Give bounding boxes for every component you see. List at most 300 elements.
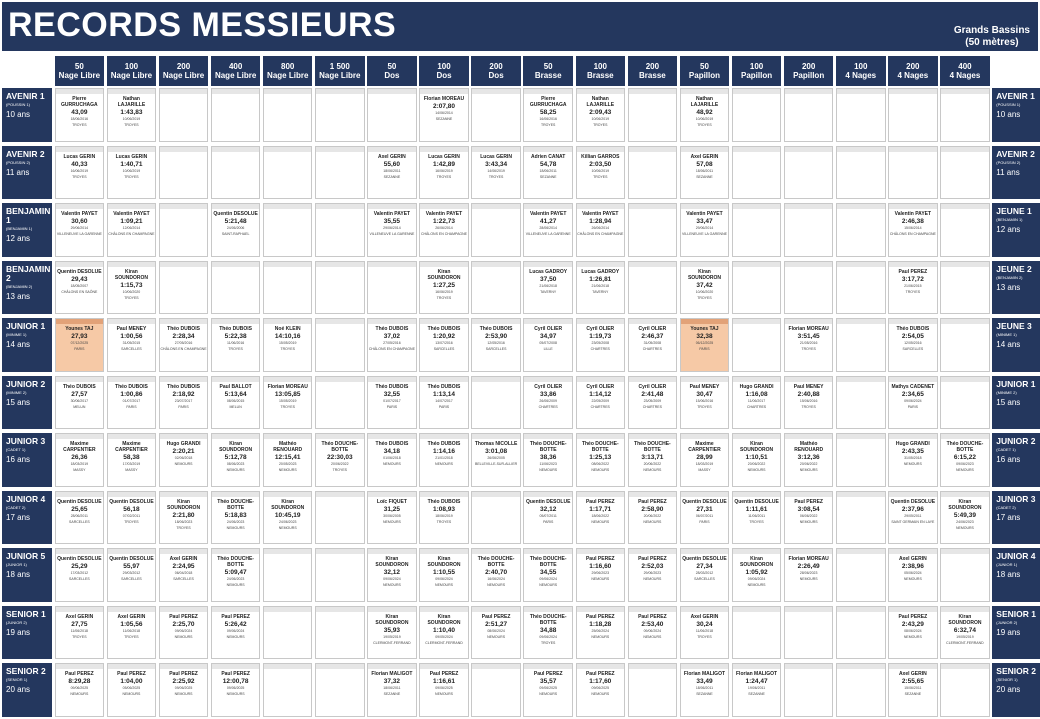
record-place: TROYES xyxy=(749,519,764,524)
event-stroke: Nage Libre xyxy=(214,71,257,80)
swimmer-name: Kiran SOUNDORON xyxy=(167,498,201,511)
cell-tag-strip xyxy=(889,204,937,209)
record-time: 28,99 xyxy=(696,454,713,461)
record-time: 26,36 xyxy=(71,454,88,461)
record-place: TROYES xyxy=(280,347,295,351)
swimmer-name: Lucas GADROY xyxy=(581,268,620,275)
record-time: 6:15,22 xyxy=(953,454,976,461)
cell-tag-strip xyxy=(889,377,937,382)
category-name: SENIOR 1 xyxy=(6,608,46,619)
record-cell xyxy=(107,548,157,602)
cell-tag-strip xyxy=(524,664,572,669)
record-place: NEMOURS xyxy=(382,519,401,524)
record-cell xyxy=(784,146,834,200)
record-cell xyxy=(628,548,678,602)
record-cell xyxy=(107,663,157,717)
record-cell xyxy=(836,318,886,372)
record-cell xyxy=(367,88,417,142)
record-date: 29/05/2011 xyxy=(904,513,922,518)
record-cell xyxy=(367,433,417,487)
record-place: PARIS xyxy=(74,347,85,351)
cell-tag-strip xyxy=(212,204,260,209)
cell-tag-strip xyxy=(837,147,885,152)
record-cell xyxy=(211,376,261,430)
record-cell xyxy=(263,663,313,717)
record-cell xyxy=(732,261,782,315)
record-cell xyxy=(576,433,626,487)
swimmer-name: Quentin DESOLUE xyxy=(57,498,102,505)
cell-tag-strip xyxy=(420,434,468,439)
event-distance: 50 xyxy=(74,62,84,71)
record-time: 37,42 xyxy=(696,281,713,289)
record-cell xyxy=(367,203,417,257)
category-label-left xyxy=(2,203,52,257)
swimmer-name: Killian GARROS xyxy=(581,153,620,160)
page-title: RECORDS MESSIEURS xyxy=(8,6,397,44)
record-date: 08/06/2024 xyxy=(487,628,505,633)
cell-tag-strip xyxy=(785,147,833,152)
record-date: 06/04/2018 xyxy=(174,571,193,575)
cell-tag-strip xyxy=(629,377,677,382)
record-place: SARCELLES xyxy=(694,577,715,581)
cell-tag-strip xyxy=(889,664,937,669)
cell-tag-strip xyxy=(212,89,260,94)
record-cell xyxy=(940,491,990,545)
record-cell xyxy=(419,663,469,717)
event-distance: 100 xyxy=(749,62,764,71)
record-cell xyxy=(211,433,261,487)
record-cell xyxy=(471,146,521,200)
record-date: 24/06/2006 xyxy=(226,226,245,230)
record-place: SARCELLES xyxy=(433,347,455,351)
swimmer-name: Nathan LAJARILLE xyxy=(117,96,146,108)
event-stroke: Nage Libre xyxy=(58,71,101,80)
cell-tag-strip xyxy=(264,607,312,612)
record-cell xyxy=(732,376,782,430)
cell-tag-strip xyxy=(785,204,833,209)
record-cell xyxy=(471,663,521,717)
record-cell xyxy=(315,203,365,257)
swimmer-name: Théo DUBOIS xyxy=(427,326,461,332)
swimmer-name: Théo DUBOIS xyxy=(375,383,409,390)
record-place: TROYES xyxy=(124,174,139,179)
swimmer-name: Quentin DESOLUE xyxy=(213,211,258,217)
cell-tag-strip xyxy=(316,607,364,612)
record-place: TROYES xyxy=(176,525,191,530)
record-place: MASSY xyxy=(125,468,138,472)
record-time: 27,34 xyxy=(696,563,713,570)
cell-tag-strip xyxy=(56,262,104,267)
record-place: NEMOURS xyxy=(591,519,610,524)
record-time: 3:43,34 xyxy=(485,160,508,168)
record-cell xyxy=(315,548,365,602)
category-age: 15 ans xyxy=(6,397,31,407)
record-date: 11/06/2018 xyxy=(695,628,714,633)
swimmer-name: Kiran SOUNDORON xyxy=(740,556,774,568)
event-distance: 200 xyxy=(906,62,920,71)
record-time: 2:53,40 xyxy=(641,620,664,628)
record-cell xyxy=(732,548,782,602)
record-date: 09/06/2024 xyxy=(435,577,453,581)
record-time: 1:27,25 xyxy=(432,281,456,289)
category-name: BENJAMIN 2 xyxy=(6,263,51,283)
record-place: VILLENEUVE LA GARENNE xyxy=(369,232,415,236)
record-date: 10/06/2020 xyxy=(122,289,141,294)
event-stroke: Nage Libre xyxy=(110,71,153,80)
record-time: 2:20,21 xyxy=(172,448,195,455)
cell-tag-strip xyxy=(160,607,208,612)
record-time: 32,12 xyxy=(540,505,557,513)
cell-tag-strip xyxy=(733,262,781,267)
record-cell xyxy=(471,203,521,257)
pool-length: (50 mètres) xyxy=(965,37,1019,48)
record-cell xyxy=(732,203,782,257)
record-cell xyxy=(419,146,469,200)
cell-tag-strip xyxy=(108,549,156,554)
category-name: AVENIR 2 xyxy=(996,148,1035,159)
record-cell xyxy=(576,88,626,142)
swimmer-name: Valentin PAYET xyxy=(113,211,150,217)
category-subname: (JUNIOR 2) xyxy=(996,619,1018,625)
cell-tag-strip xyxy=(733,377,781,382)
cell-tag-strip xyxy=(785,549,833,554)
record-date: 22/05/2009 xyxy=(591,398,610,403)
cell-tag-strip xyxy=(889,549,937,554)
cell-tag-strip xyxy=(681,607,729,612)
record-time: 34,18 xyxy=(383,448,401,455)
swimmer-name: Thomas NICOLLE xyxy=(474,441,518,447)
swimmer-name: Maxime CARPENTIER xyxy=(688,441,721,453)
cell-tag-strip xyxy=(56,664,104,669)
record-time: 33,86 xyxy=(540,390,557,398)
record-place: NEMOURS xyxy=(591,468,610,472)
record-date: 20/06/2022 xyxy=(643,462,662,466)
record-date: 19/05/2019 xyxy=(383,634,401,639)
category-subname: (JUNIOR 1) xyxy=(6,562,27,567)
event-stroke: Papillon xyxy=(741,71,773,80)
record-date: 18/06/2011 xyxy=(383,686,401,690)
record-time: 2:38,96 xyxy=(901,563,924,570)
cell-tag-strip xyxy=(577,147,625,152)
event-stroke: Brasse xyxy=(639,71,666,80)
cell-tag-strip xyxy=(837,262,885,267)
record-date: 01/07/2017 xyxy=(122,398,141,403)
cell-tag-strip xyxy=(889,607,937,612)
record-place: MASSY xyxy=(698,468,711,472)
record-place: CHARTRES xyxy=(538,404,558,409)
cell-tag-strip xyxy=(108,89,156,94)
swimmer-name: Paul PEREZ xyxy=(898,613,928,620)
record-date: 16/06/2016 xyxy=(539,117,557,121)
record-cell xyxy=(680,203,730,257)
record-date: 16/06/2019 xyxy=(435,289,453,294)
cell-tag-strip xyxy=(108,492,156,497)
cell-tag-strip xyxy=(212,319,260,324)
record-time: 1:10,55 xyxy=(432,569,456,576)
record-date: 09/06/2024 xyxy=(904,398,922,403)
record-cell xyxy=(211,663,261,717)
record-date: 29/06/2014 xyxy=(695,226,714,230)
record-cell xyxy=(940,146,990,200)
record-cell xyxy=(732,146,782,200)
swimmer-name: Paul MENEY xyxy=(793,383,824,390)
record-cell xyxy=(263,146,313,200)
record-place: NEMOURS xyxy=(643,468,662,472)
record-cell xyxy=(159,261,209,315)
cell-tag-strip xyxy=(160,147,208,152)
record-place: NEMOURS xyxy=(591,577,610,581)
category-subname: (JUNIOR 2) xyxy=(6,619,27,625)
swimmer-name: Théo DUBOIS xyxy=(427,383,461,390)
record-date: 14/07/2017 xyxy=(435,398,453,403)
cell-tag-strip xyxy=(837,377,885,382)
record-date: 18/06/2023 xyxy=(174,519,193,524)
cell-tag-strip xyxy=(577,492,625,497)
record-time: 37,50 xyxy=(540,275,557,283)
cell-tag-strip xyxy=(733,147,781,152)
record-time: 54,78 xyxy=(540,160,557,168)
event-stroke: Papillon xyxy=(688,71,721,80)
record-place: SAINT GERMAIN EN LAYE xyxy=(891,519,935,524)
record-date: 20/05/2023 xyxy=(278,462,297,466)
category-age: 10 ans xyxy=(6,110,31,119)
record-cell xyxy=(107,261,157,315)
record-time: 2:09,43 xyxy=(589,109,612,116)
record-time: 37,32 xyxy=(383,678,401,685)
record-cell xyxy=(263,376,313,430)
swimmer-name: Théo DUBOIS xyxy=(427,498,461,505)
cell-tag-strip xyxy=(941,434,989,439)
record-cell xyxy=(419,203,469,257)
event-stroke: Papillon xyxy=(793,71,825,80)
record-time: 5:21,48 xyxy=(224,218,247,225)
category-name: SENIOR 1 xyxy=(996,608,1036,619)
swimmer-name: Théo DOUCHE-BOTTE xyxy=(529,613,567,626)
category-name: JUNIOR 3 xyxy=(6,436,46,446)
cell-tag-strip xyxy=(160,549,208,554)
cell-tag-strip xyxy=(785,434,833,439)
record-cell xyxy=(159,491,209,545)
record-time: 3:08,54 xyxy=(797,505,820,513)
swimmer-name: Théo DUBOIS xyxy=(427,441,461,447)
record-place: NEMOURS xyxy=(174,462,193,466)
swimmer-name: Paul PEREZ xyxy=(221,671,250,677)
cell-tag-strip xyxy=(629,147,677,152)
record-date: 09/06/2023 xyxy=(956,462,974,466)
record-cell xyxy=(471,433,521,487)
record-cell xyxy=(315,491,365,545)
record-time: 6:32,74 xyxy=(953,626,976,634)
cell-tag-strip xyxy=(420,377,468,382)
swimmer-name: Hugo GRANDI xyxy=(166,441,201,447)
record-cell xyxy=(523,491,573,545)
event-distance: 100 xyxy=(854,62,868,71)
record-cell xyxy=(471,491,521,545)
record-date: 09/06/2025 xyxy=(435,686,453,690)
record-cell xyxy=(628,203,678,257)
record-place: TROYES xyxy=(905,289,921,294)
cell-tag-strip xyxy=(56,434,104,439)
swimmer-name: Axel GERIN xyxy=(169,556,198,562)
record-cell xyxy=(680,88,730,142)
category-age: 12 ans xyxy=(996,225,1021,234)
cell-tag-strip xyxy=(108,319,156,324)
swimmer-name: Quentin DESOLUE xyxy=(525,498,571,505)
category-label-right xyxy=(992,606,1040,660)
category-subname: (POUSSIN 2) xyxy=(6,159,31,165)
swimmer-name: Paul BALLOT xyxy=(219,383,252,390)
record-place: SARCELLES xyxy=(173,577,194,581)
swimmer-name: Théo DOUCHE-BOTTE xyxy=(581,441,619,453)
record-time: 32,12 xyxy=(383,569,401,576)
cell-tag-strip xyxy=(524,147,572,152)
cell-tag-strip xyxy=(368,549,416,554)
record-place: NEMOURS xyxy=(539,692,558,696)
swimmer-name: Cyril OLIER xyxy=(638,383,667,390)
record-place: CLERMONT-FERRAND xyxy=(373,640,411,645)
record-place: TROYES xyxy=(540,640,556,645)
record-cell xyxy=(784,261,834,315)
cell-tag-strip xyxy=(108,377,156,382)
record-date: 06/07/2011 xyxy=(695,513,714,518)
record-cell xyxy=(732,491,782,545)
event-distance: 1 500 xyxy=(329,62,350,71)
record-time: 3:12,36 xyxy=(797,454,820,461)
event-distance: 100 xyxy=(593,62,607,71)
cell-tag-strip xyxy=(785,492,833,497)
cell-tag-strip xyxy=(420,204,468,209)
cell-tag-strip xyxy=(160,319,208,324)
record-cell xyxy=(211,548,261,602)
record-time: 3:13,71 xyxy=(641,454,664,461)
record-cell xyxy=(888,318,938,372)
record-cell xyxy=(315,606,365,660)
cell-tag-strip xyxy=(941,607,989,612)
swimmer-name: Cyril OLIER xyxy=(534,383,563,390)
record-date: 09/06/2024 xyxy=(747,577,766,581)
pool-label: Grands Bassins xyxy=(953,25,1030,36)
swimmer-name: Axel GERIN xyxy=(690,613,719,620)
swimmer-name: Axel GERIN xyxy=(117,613,146,620)
record-cell xyxy=(419,491,469,545)
record-date: 19/05/2019 xyxy=(956,634,974,639)
swimmer-name: Théo DUBOIS xyxy=(896,326,930,332)
record-place: TROYES xyxy=(593,123,608,127)
record-cell xyxy=(315,376,365,430)
cell-tag-strip xyxy=(316,377,364,382)
record-cell xyxy=(576,491,626,545)
record-time: 5:12,78 xyxy=(224,454,247,461)
swimmer-name: Florian MOREAU xyxy=(788,326,829,332)
record-place: TROYES xyxy=(593,174,608,179)
record-place: SEZANNE xyxy=(696,692,713,696)
cell-tag-strip xyxy=(472,89,520,94)
record-date: 07/02/2011 xyxy=(122,513,141,518)
record-time: 1:14,12 xyxy=(589,390,612,398)
record-date: 09/06/2025 xyxy=(591,686,610,690)
record-cell xyxy=(680,548,730,602)
record-cell xyxy=(419,433,469,487)
record-time: 27,75 xyxy=(71,620,88,628)
record-time: 1:16,61 xyxy=(432,678,456,685)
cell-tag-strip xyxy=(577,204,625,209)
record-time: 1:19,73 xyxy=(589,333,612,340)
record-cell xyxy=(211,261,261,315)
record-date: 08/06/2024 xyxy=(904,628,922,633)
event-distance: 100 xyxy=(437,62,451,71)
cell-tag-strip xyxy=(785,607,833,612)
cell-tag-strip xyxy=(56,319,104,324)
record-place: TROYES xyxy=(72,634,87,639)
record-cell xyxy=(940,663,990,717)
record-time: 27,57 xyxy=(71,390,88,398)
record-time: 14:10,16 xyxy=(274,333,301,340)
record-cell xyxy=(836,146,886,200)
cell-tag-strip xyxy=(212,492,260,497)
record-cell xyxy=(419,548,469,602)
cell-tag-strip xyxy=(472,549,520,554)
record-cell xyxy=(367,376,417,430)
record-date: 10/06/2019 xyxy=(122,117,141,121)
record-cell xyxy=(784,548,834,602)
record-cell xyxy=(315,261,365,315)
record-date: 24/06/2023 xyxy=(226,577,245,581)
record-time: 2:52,03 xyxy=(641,563,664,570)
swimmer-name: Théo DUBOIS xyxy=(62,383,96,390)
record-cell xyxy=(315,88,365,142)
record-date: 24/06/2023 xyxy=(226,519,245,524)
record-place: CHÂLONS EN CHAMPAGNE xyxy=(368,347,415,351)
record-date: 18/03/2019 xyxy=(695,462,714,466)
record-place: TROYES xyxy=(697,295,712,300)
record-time: 2:40,70 xyxy=(485,569,508,576)
record-date: 31/05/2008 xyxy=(643,341,662,345)
category-name: JUNIOR 4 xyxy=(996,551,1036,561)
cell-tag-strip xyxy=(316,492,364,497)
cell-tag-strip xyxy=(264,549,312,554)
record-cell xyxy=(523,376,573,430)
record-time: 13:05,85 xyxy=(274,390,301,398)
swimmer-name: Kiran SOUNDORON xyxy=(375,556,409,568)
record-cell xyxy=(523,318,573,372)
category-label-left xyxy=(2,663,52,717)
record-cell xyxy=(55,88,105,142)
record-date: 18/06/2011 xyxy=(539,168,557,173)
record-cell xyxy=(576,318,626,372)
swimmer-name: Axel GERIN xyxy=(65,613,94,620)
record-place: TROYES xyxy=(540,123,556,127)
record-time: 2:26,49 xyxy=(797,563,820,570)
record-cell xyxy=(576,146,626,200)
category-name: JEUNE 2 xyxy=(996,263,1032,274)
record-place: NEMOURS xyxy=(591,692,610,696)
category-label-right xyxy=(992,146,1040,200)
category-age: 16 ans xyxy=(996,455,1021,464)
record-date: 30/06/2017 xyxy=(70,398,89,403)
record-cell xyxy=(940,261,990,315)
cell-tag-strip xyxy=(472,262,520,267)
record-time: 10:45,19 xyxy=(274,511,301,519)
record-date: 09/06/2025 xyxy=(226,686,245,690)
cell-tag-strip xyxy=(56,492,104,497)
record-date: 16/06/2024 xyxy=(487,577,505,581)
record-place: SEZANNE xyxy=(696,174,713,179)
record-date: 09/06/2024 xyxy=(539,577,557,581)
cell-tag-strip xyxy=(160,262,208,267)
record-place: NEMOURS xyxy=(70,692,89,696)
swimmer-name: Pierre GURRUCHAGA xyxy=(529,96,567,108)
record-place: TROYES xyxy=(436,295,452,300)
